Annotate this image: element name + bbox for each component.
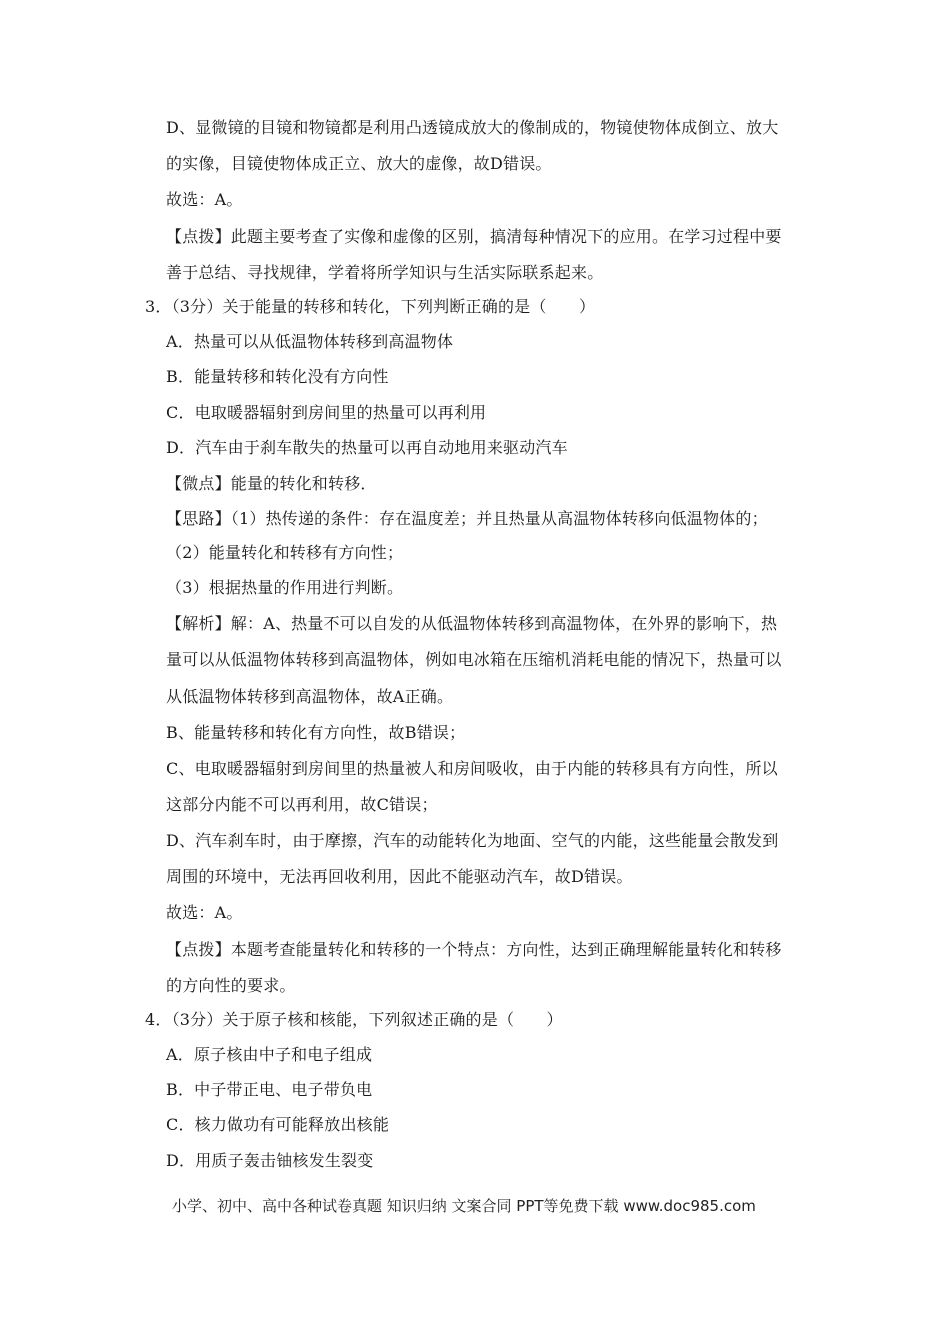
page-footer: 小学、初中、高中各种试卷真题 知识归纳 文案合同 PPT等免费下载 www.doc985.com <box>172 1197 756 1215</box>
question-3-stem: 3．（3分）关于能量的转移和转化，下列判断正确的是（ ） <box>145 297 596 316</box>
option-line: C．电取暖器辐射到房间里的热量可以再利用 <box>166 403 487 422</box>
text-line: B、能量转移和转化有方向性，故B错误； <box>166 723 466 742</box>
text-line: （2）能量转化和转移有方向性； <box>166 543 404 562</box>
option-line: D．汽车由于刹车散失的热量可以再自动地用来驱动汽车 <box>166 438 568 457</box>
text-line: 故选：A。 <box>166 903 243 922</box>
text-line: 【点拨】此题主要考查了实像和虚像的区别，搞清每种情况下的应用。在学习过程中要 <box>166 227 782 246</box>
text-line: 从低温物体转移到高温物体，故A正确。 <box>166 687 454 706</box>
option-line: B．能量转移和转化没有方向性 <box>166 367 389 386</box>
text-line: 的实像，目镜使物体成正立、放大的虚像，故D错误。 <box>166 154 552 173</box>
text-line: 量可以从低温物体转移到高温物体，例如电冰箱在压缩机消耗电能的情况下，热量可以 <box>166 650 782 669</box>
text-line: 故选：A。 <box>166 190 243 209</box>
option-line: C．核力做功有可能释放出核能 <box>166 1115 390 1134</box>
text-line: 善于总结、寻找规律，学着将所学知识与生活实际联系起来。 <box>166 263 604 282</box>
option-line: D．用质子轰击铀核发生裂变 <box>166 1151 374 1170</box>
text-line: 【微点】能量的转化和转移． <box>166 474 377 493</box>
text-line: 这部分内能不可以再利用，故C错误； <box>166 795 438 814</box>
text-line: D、汽车刹车时，由于摩擦，汽车的动能转化为地面、空气的内能，这些能量会散发到 <box>166 831 779 850</box>
text-line: D、显微镜的目镜和物镜都是利用凸透镜成放大的像制成的，物镜使物体成倒立、放大 <box>166 118 779 137</box>
text-line: （3）根据热量的作用进行判断。 <box>166 578 404 597</box>
text-line: 【点拨】本题考查能量转化和转移的一个特点：方向性，达到正确理解能量转化和转移 <box>166 940 782 959</box>
option-line: A．热量可以从低温物体转移到高温物体 <box>166 332 454 351</box>
question-4-stem: 4．（3分）关于原子核和核能，下列叙述正确的是（ ） <box>145 1010 563 1029</box>
text-line: 【思路】（1）热传递的条件：存在温度差；并且热量从高温物体转移向低温物体的； <box>166 509 768 528</box>
text-line: C、电取暖器辐射到房间里的热量被人和房间吸收，由于内能的转移具有方向性，所以 <box>166 759 778 778</box>
text-line: 周围的环境中，无法再回收利用，因此不能驱动汽车，故D错误。 <box>166 867 633 886</box>
option-line: A．原子核由中子和电子组成 <box>166 1045 373 1064</box>
text-line: 的方向性的要求。 <box>166 976 296 995</box>
text-line: 【解析】解：A、热量不可以自发的从低温物体转移到高温物体，在外界的影响下，热 <box>166 614 778 633</box>
option-line: B．中子带正电、电子带负电 <box>166 1080 373 1099</box>
